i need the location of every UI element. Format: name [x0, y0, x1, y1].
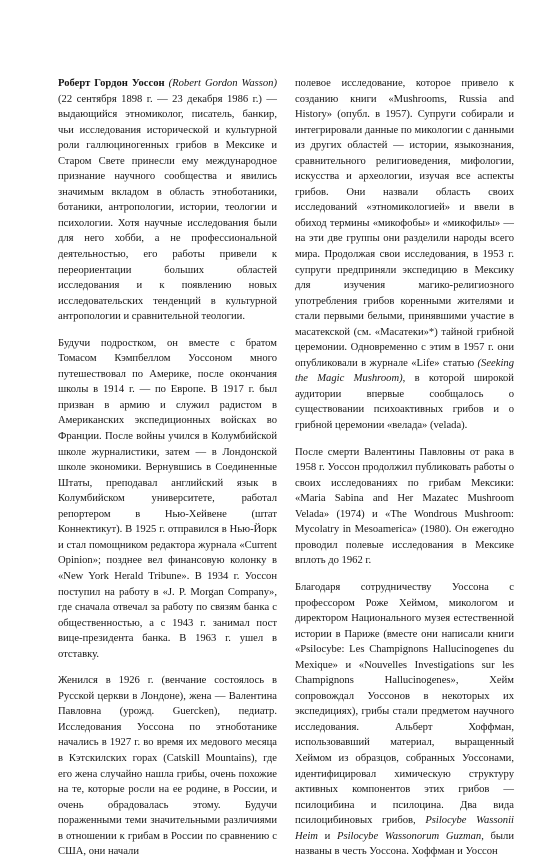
left-column	[58, 76, 277, 858]
paragraph	[295, 76, 514, 434]
italic-text: Psilocybe Wassonorum Guzman	[336, 830, 482, 842]
book-page	[58, 76, 514, 858]
italic-text: (Robert Gordon Wasson)	[168, 78, 277, 89]
right-column	[295, 76, 514, 858]
paragraph	[295, 580, 514, 860]
paragraph	[58, 673, 277, 860]
paragraph	[295, 445, 514, 569]
text-run: (22 сентября 1898 г. — 23 декабря 1986 г.) — выдающийся этномиколог, писатель, банкир, чьи исследования исторической и культурной роли галлюциногенных грибов в Мексике и Старом Свете принесли ему международное признание научного сообщества и явились значимым вкладом в область этноботаники, ботаники, антропологии, истории, теологии и психологии. Хотя научные исследования были для него хобби, а не профессиональной деятельностью, его работы привели к переориентации больших областей исследования и к появлению новых исследовательских тенденций в культурной антропологии и сравнительной теологии.	[58, 93, 277, 323]
text-run: , в которой широкой аудитории впервые сообщалось о существовании психоактивных грибов и о грибной церемонии «велада» (velada).	[295, 373, 514, 432]
italic-text: Psilocybe Wassonii Heim	[295, 815, 514, 842]
bold-text: Роберт Гордон Уоссон	[58, 78, 165, 89]
text-run: Благодаря сотрудничеству Уоссона с профессором Роже Хеймом, микологом и директором Национального музея естественной истории в Париже (вместе они написали книги «Psilocybe: Les Champignons Hallucinogenes du Mexique» и «Nouvelles Investigations sur les Champignons Hallucinogenes», Хейм сопровождал Уоссонов в некоторых их экспедициях), грибы стали предметом научного исследования. Альберт Хоффман, использовавший материал, выращенный Хеймом из образцов, собранных Уоссонами, идентифицировал химическую структуру активных компонентов этих грибов — псилоцибина и псилоцина. Два вида псилоцибиновых грибов,	[295, 581, 514, 827]
paragraph	[58, 76, 277, 325]
text-run: , были названы в честь Уоссона. Хоффман и Уоссон	[295, 830, 514, 858]
text-run: Будучи подростком, он вместе с братом Томасом Кэмпбеллом Уоссоном много путешествовал по Америке, после окончания школы в 1914 г. — по Европе. В 1917 г. был призван в армию и служил радистом в Американских экспедиционных войсках во Франции. После войны учился в Колумбийской школе журналистики, затем — в Лондонской школе экономики. Вернувшись в Соединенные Штаты, преподавал английский язык в Колумбийском университете, работал репортером в Нью-Хейвене (штат Коннектикут). В 1925 г. отправился в Нью-Йорк и стал помощником редактора журнала «Current Opinion»; позднее вел финансовую колонку в «New York Herald Tribune». В 1934 г. Уоссон поступил на работу в «J. P. Morgan Company», где сначала отвечал за работу по связям банка с общественностью, а с 1943 г. занимал пост вице-президента банка. В 1963 г. ушел в отставку.	[58, 337, 277, 660]
text-run: Женился в 1926 г. (венчание состоялось в Русской церкви в Лондоне), жена — Валентина Павловна (урожд. Guercken), педиатр. Исследования Уоссона по этноботанике начались в 1927 г. во время их медового месяца в Кэтскилских горах (Catskill Mountains), где его жена случайно нашла грибы, очень похожие на те, которые росли на ее родине, в России, и очень обрадовалась этому. Будучи пораженными теми значительными различиями в отношении к грибам в России по сравнению с США, они начали	[58, 675, 277, 858]
text-run: После смерти Валентины Павловны от рака в 1958 г. Уоссон продолжил публиковать работы о своих исследованиях по грибам Мексики: «Maria Sabina and Her Mazatec Mushroom Velada» (1974) и «The Wondrous Mushroom: Mycolatry in Mesoamerica» (1980). Он ежегодно проводил полевые исследования в Мексике вплоть до 1962 г.	[295, 446, 514, 567]
paragraph	[58, 336, 277, 662]
text-run: и	[317, 830, 337, 842]
italic-text: (Seeking the Magic Mushroom)	[295, 357, 514, 385]
text-run: полевое исследование, которое привело к созданию книги «Mushrooms, Russia and History» (опубл. в 1957). Супруги собирали и интегрировали данные по микологии с данными из других областей — истории, языкознания, сравнительного религиоведения, мифологии, искусства и археологии, изучая все аспекты грибов. Они назвали область своих исследований «этномикологией» и ввели в обиход термины «микофобы» и «микофилы» — на эти две группы они разделили народы всего мира. Продолжая свои исследования, в 1953 г. супруги предприняли экспедицию в Мексику для изучения магико-религиозного употребления грибов коренными жителями и стали первыми белыми, принявшими участие в масатекской (см. «Масатеки»*) тайной грибной церемонии. Одновременно с этим в 1957 г. они опубликовали в журнале «Life» статью	[295, 78, 514, 369]
